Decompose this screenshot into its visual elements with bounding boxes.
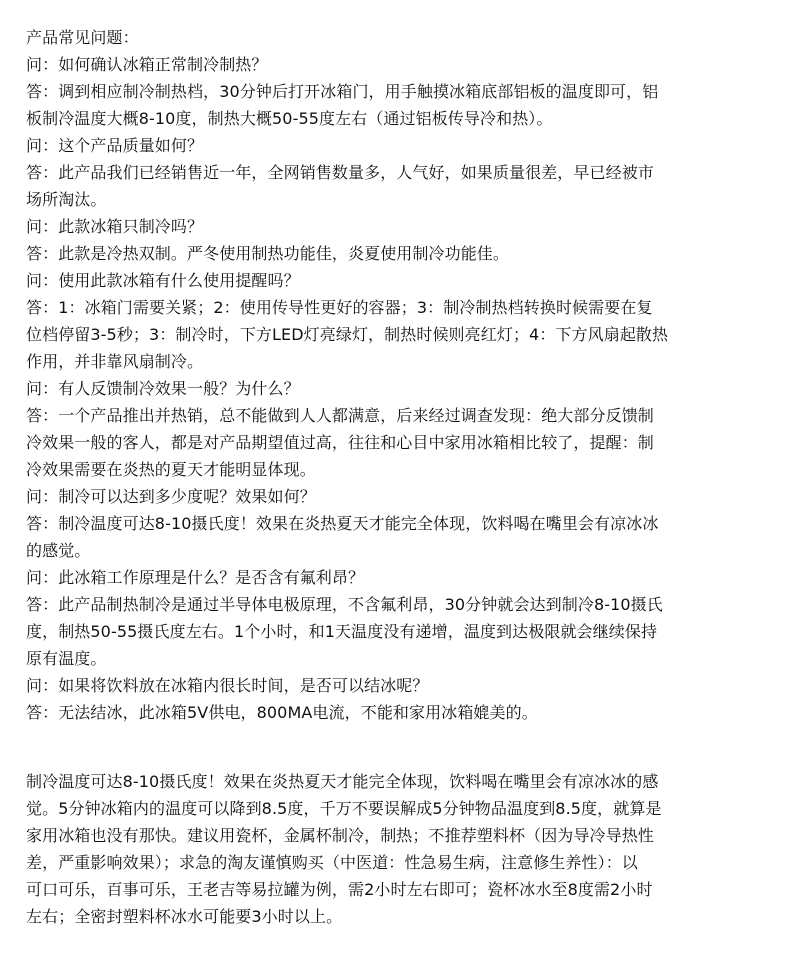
faq-heading: 产品常见问题： bbox=[26, 28, 139, 47]
faq-line: 问：制冷可以达到多少度呢？效果如何？ bbox=[26, 487, 316, 506]
faq-line: 场所淘汰。 bbox=[26, 190, 107, 209]
faq-section bbox=[26, 51, 771, 726]
section-spacer bbox=[26, 726, 771, 768]
faq-line: 答：无法结冰，此冰箱5V供电，800MA电流，不能和家用冰箱媲美的。 bbox=[26, 703, 538, 722]
faq-line: 问：如果将饮料放在冰箱内很长时间，是否可以结冰呢？ bbox=[26, 676, 429, 695]
note-line: 左右；全密封塑料杯冰水可能要3小时以上。 bbox=[26, 907, 343, 926]
faq-line: 答：调到相应制冷制热档，30分钟后打开冰箱门，用手触摸冰箱底部铝板的温度即可，铝 bbox=[26, 82, 659, 101]
faq-line: 问：此冰箱工作原理是什么？是否含有氟利昂？ bbox=[26, 568, 365, 587]
faq-line: 的感觉。 bbox=[26, 541, 91, 560]
faq-line: 冷效果需要在炎热的夏天才能明显体现。 bbox=[26, 460, 316, 479]
faq-line: 板制冷温度大概8-10度，制热大概50-55度左右（通过铝板传导冷和热）。 bbox=[26, 109, 553, 128]
faq-line: 答：制冷温度可达8-10摄氏度！效果在炎热夏天才能完全体现，饮料喝在嘴里会有凉冰冰 bbox=[26, 514, 659, 533]
note-line: 家用冰箱也没有那快。建议用瓷杯，金属杯制冷，制热；不推荐塑料杯（因为导冷导热性 bbox=[26, 826, 654, 845]
faq-line: 度，制热50-55摄氏度左右。1个小时，和1天温度没有递增，温度到达极限就会继续保持 bbox=[26, 622, 658, 641]
note-line: 制冷温度可达8-10摄氏度！效果在炎热夏天才能完全体现，饮料喝在嘴里会有凉冰冰的感 bbox=[26, 772, 659, 791]
faq-line: 位档停留3-5秒；3：制冷时，下方LED灯亮绿灯，制热时候则亮红灯；4：下方风扇起散热 bbox=[26, 325, 669, 344]
faq-line: 答：一个产品推出并热销，总不能做到人人都满意，后来经过调查发现：绝大部分反馈制 bbox=[26, 406, 654, 425]
faq-line: 答：此款是冷热双制。严冬使用制热功能佳，炎夏使用制冷功能佳。 bbox=[26, 244, 510, 263]
faq-line: 答：此产品制热制冷是通过半导体电极原理，不含氟利昂，30分钟就会达到制冷8-10摄氏 bbox=[26, 595, 663, 614]
faq-line: 冷效果一般的客人，都是对产品期望值过高，往往和心目中家用冰箱相比较了，提醒：制 bbox=[26, 433, 654, 452]
note-line: 觉。5分钟冰箱内的温度可以降到8.5度，千万不要误解成5分钟物品温度到8.5度，就算是 bbox=[26, 799, 662, 818]
faq-line: 问：有人反馈制冷效果一般？为什么？ bbox=[26, 379, 300, 398]
faq-line: 原有温度。 bbox=[26, 649, 107, 668]
faq-line: 问：如何确认冰箱正常制冷制热？ bbox=[26, 55, 268, 74]
faq-line: 问：使用此款冰箱有什么使用提醒吗？ bbox=[26, 271, 300, 290]
faq-line: 问：这个产品质量如何？ bbox=[26, 136, 204, 155]
faq-line: 作用，并非靠风扇制冷。 bbox=[26, 352, 204, 371]
note-section bbox=[26, 768, 771, 930]
note-line: 可口可乐，百事可乐，王老吉等易拉罐为例，需2小时左右即可；瓷杯冰水至8度需2小时 bbox=[26, 880, 653, 899]
document-page bbox=[26, 24, 771, 930]
note-line: 差，严重影响效果）；求急的淘友谨慎购买（中医道：性急易生病，注意修生养性）：以 bbox=[26, 853, 638, 872]
faq-line: 问：此款冰箱只制冷吗？ bbox=[26, 217, 204, 236]
faq-line: 答：1：冰箱门需要关紧；2：使用传导性更好的容器；3：制冷制热档转换时候需要在复 bbox=[26, 298, 653, 317]
faq-line: 答：此产品我们已经销售近一年，全网销售数量多，人气好，如果质量很差，早已经被市 bbox=[26, 163, 654, 182]
